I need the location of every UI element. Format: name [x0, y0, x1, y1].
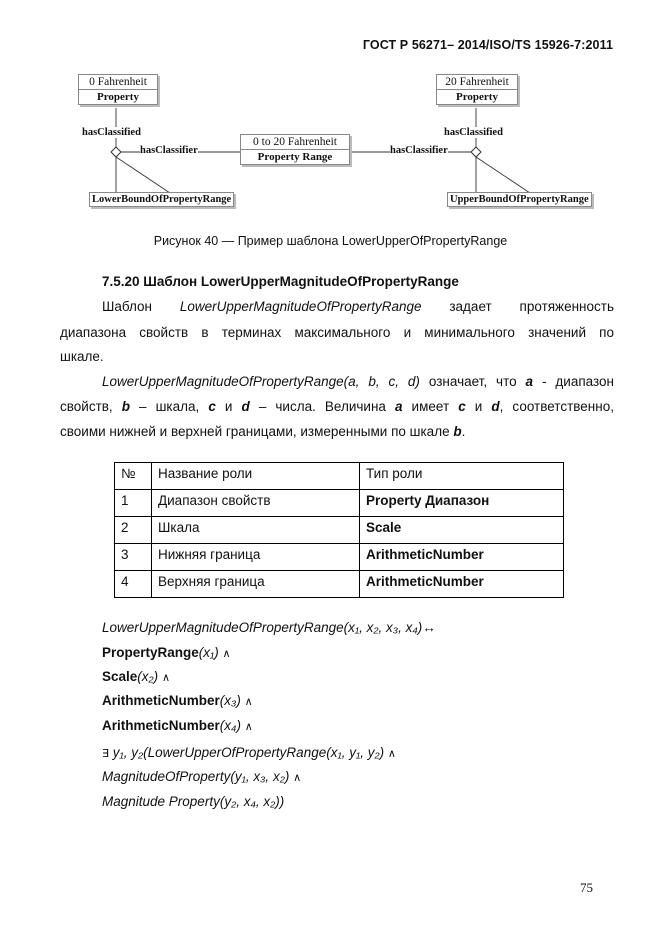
- left-box-type: Property: [97, 91, 139, 103]
- p2-var-c: c: [208, 399, 216, 414]
- and-operator: ∧: [161, 672, 170, 684]
- center-box-title: 0 to 20 Fahrenheit: [241, 135, 349, 150]
- roles-table: [114, 462, 564, 598]
- p2-means: означает, что: [419, 374, 526, 389]
- paragraph-1-line-3: шкале.: [60, 349, 104, 364]
- center-box-type: Property Range: [257, 151, 333, 163]
- formula-line-5: [102, 714, 253, 739]
- p2-l2-t2: – числа. Величина: [249, 399, 395, 414]
- p1-word: Шаблон: [102, 299, 152, 314]
- and-operator: ∧: [244, 696, 253, 708]
- center-range-box: [240, 134, 350, 165]
- formula-l3-name: Scale: [102, 669, 138, 684]
- p2-var-a2: a: [394, 399, 403, 414]
- formula-l2-name: PropertyRange: [102, 645, 199, 660]
- table-header-cell: Название роли: [152, 463, 360, 490]
- p2-args: (a, b, c, d): [343, 374, 420, 389]
- formula-l7-args: (y₁, x₃, x₂): [230, 769, 290, 784]
- formula-l3-args: (x₂): [137, 669, 159, 684]
- exists-operator: ∃: [102, 748, 109, 760]
- table-row: [115, 571, 564, 598]
- p2-var-b2: b: [453, 424, 462, 439]
- section-title: 7.5.20 Шаблон LowerUpperMagnitudeOfPropertyRange: [102, 274, 459, 289]
- formula-line-1: [102, 616, 436, 640]
- p2-text-1: - диапазон: [533, 374, 615, 389]
- formula-l5-args: (x₄): [219, 718, 241, 733]
- formula-line-4: [102, 689, 253, 714]
- paragraph-2-line-2: [60, 395, 614, 419]
- and-operator: ∧: [293, 772, 302, 784]
- p2-l2-t1: – шкала,: [129, 399, 209, 414]
- table-cell: ArithmeticNumber: [360, 571, 564, 598]
- left-property-box: [78, 74, 158, 105]
- table-cell: 1: [115, 490, 152, 517]
- p2-var-a: a: [525, 374, 534, 389]
- left-box-title: 0 Fahrenheit: [79, 75, 157, 90]
- table-cell: 4: [115, 571, 152, 598]
- and-operator: ∧: [244, 721, 253, 733]
- table-header-row: [115, 463, 564, 490]
- formula-line-7: [102, 765, 301, 790]
- right-property-box: [436, 74, 518, 105]
- table-cell: Нижняя граница: [152, 544, 360, 571]
- formula-line-8: [102, 790, 284, 814]
- table-cell: 2: [115, 517, 152, 544]
- formula-head-args: (x₁, x₂, x₃, x₄)↔: [343, 620, 436, 635]
- document-header: ГОСТ Р 56271– 2014/ISO/TS 15926-7:2011: [362, 38, 613, 52]
- table-header-cell: Тип роли: [360, 463, 564, 490]
- p1-rest: задает протяженность: [449, 299, 614, 314]
- p2-l3-t0: своими нижней и верхней границами, измеренными по шкале: [60, 424, 454, 439]
- right-has-classified-label: hasClassified: [444, 127, 503, 138]
- formula-line-2: [102, 641, 231, 666]
- right-box-type: Property: [456, 91, 498, 103]
- table-cell: Property Диапазон: [360, 490, 564, 517]
- p2-var-d: d: [241, 399, 250, 414]
- table-cell: Верхняя граница: [152, 571, 360, 598]
- left-has-classified-label: hasClassified: [82, 127, 141, 138]
- formula-l8-args: (y₂, x₄, x₂)): [219, 794, 285, 809]
- p2-l2-t4: , соответственно,: [499, 399, 614, 414]
- and-operator: ∧: [387, 748, 396, 760]
- upper-bound-role-box: UpperBoundOfPropertyRange: [447, 192, 592, 207]
- table-header-cell: №: [115, 463, 152, 490]
- table-cell: Диапазон свойств: [152, 490, 360, 517]
- left-diamond-icon: [111, 147, 121, 157]
- p2-var-d2: d: [491, 399, 500, 414]
- table-row: [115, 544, 564, 571]
- p2-var-b: b: [121, 399, 130, 414]
- formula-line-3: [102, 665, 170, 690]
- table-cell: Scale: [360, 517, 564, 544]
- table-row: [115, 490, 564, 517]
- and-operator: ∧: [222, 648, 231, 660]
- formula-l7-name: MagnitudeOfProperty: [102, 769, 231, 784]
- page-number: 75: [580, 880, 593, 895]
- table-row: [115, 517, 564, 544]
- p2-dot: .: [461, 424, 466, 439]
- formula-l6-vars: y₁, y₂(: [112, 745, 148, 760]
- p2-l2-t0: свойств,: [60, 399, 122, 414]
- formula-l4-args: (x₃): [219, 693, 241, 708]
- paragraph-1-line-2: диапазона свойств в терминах максимального и минимального значений по: [60, 325, 614, 340]
- right-box-title: 20 Fahrenheit: [437, 75, 517, 90]
- table-cell: ArithmeticNumber: [360, 544, 564, 571]
- formula-l6-name: LowerUpperOfPropertyRange: [147, 745, 327, 760]
- formula-line-6: [102, 741, 396, 766]
- paragraph-2-line-3: [60, 420, 614, 444]
- p2-and2: и: [465, 399, 492, 414]
- right-diamond-icon: [471, 147, 481, 157]
- formula-l8-name: Magnitude Property: [102, 794, 220, 809]
- figure-caption: Рисунок 40 — Пример шаблона LowerUpperOfPropertyRange: [153, 234, 508, 248]
- right-has-classifier-label: hasClassifier: [390, 145, 448, 156]
- paragraph-2-line-1: [60, 370, 614, 394]
- lower-bound-role-box: LowerBoundOfPropertyRange: [89, 192, 234, 207]
- left-has-classifier-label: hasClassifier: [140, 145, 198, 156]
- p2-signature: LowerUpperMagnitudeOfPropertyRange: [102, 374, 344, 389]
- paragraph-1-line-1: [60, 295, 614, 319]
- formula-l5-name: ArithmeticNumber: [102, 718, 220, 733]
- p2-l2-t3: имеет: [402, 399, 459, 414]
- formula-l6-args: (x₁, y₁, y₂): [326, 745, 385, 760]
- formula-l2-args: (x₁): [198, 645, 219, 660]
- formula-head: LowerUpperMagnitudeOfPropertyRange: [102, 620, 344, 635]
- p2-var-c2: c: [458, 399, 466, 414]
- formula-l4-name: ArithmeticNumber: [102, 693, 220, 708]
- p1-template-name: LowerUpperMagnitudeOfPropertyRange: [179, 299, 422, 314]
- table-cell: 3: [115, 544, 152, 571]
- uml-diagram: [60, 68, 620, 218]
- p2-and: и: [215, 399, 242, 414]
- table-cell: Шкала: [152, 517, 360, 544]
